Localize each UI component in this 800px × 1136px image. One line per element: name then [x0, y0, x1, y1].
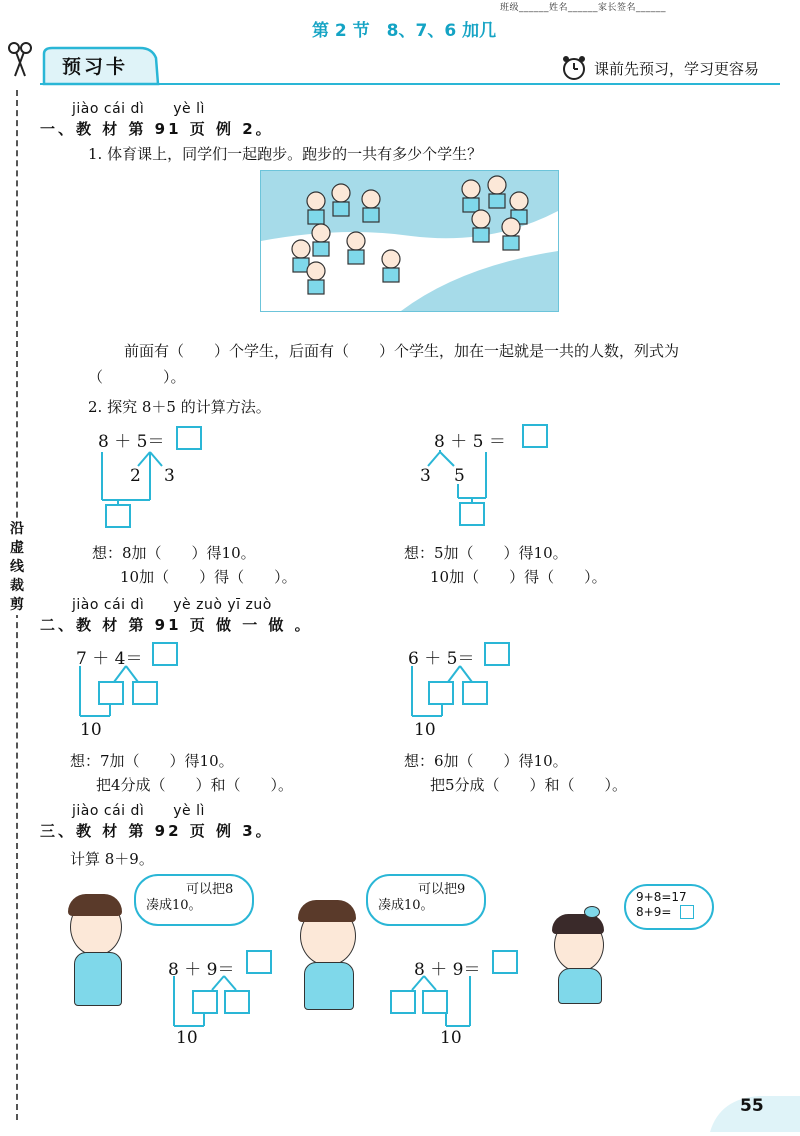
q2-right-part-a: 3: [420, 466, 431, 486]
bubble2-line2: 凑成10。: [378, 898, 434, 913]
s2-right-split-lines: [402, 664, 512, 724]
s3-left-split-box-2[interactable]: [224, 990, 250, 1014]
s3-right-split-box-2[interactable]: [422, 990, 448, 1014]
q2-right-think-1: 想：5加（ ）得10。: [404, 544, 568, 562]
s3-left-answer-box[interactable]: [246, 950, 272, 974]
section3-task: 计算 8＋9。: [70, 850, 154, 868]
section2-heading: 二、教 材 第 91 页 做 一 做 。: [40, 616, 313, 634]
s2-left-think-1: 想：7加（ ）得10。: [70, 752, 234, 770]
question-1: 1. 体育课上，同学们一起跑步。跑步的一共有多少个学生？: [88, 145, 483, 163]
s2-right-think-1: 想：6加（ ）得10。: [404, 752, 568, 770]
bubble2-line1: 可以把9: [418, 882, 466, 897]
s2-left-expression: 7 ＋ 4＝: [76, 649, 143, 669]
slogan: 课前先预习，学习更容易: [594, 60, 760, 78]
speech-bubble-3: [624, 884, 714, 930]
question-2: 2. 探究 8＋5 的计算方法。: [88, 398, 271, 416]
s2-right-split-box-1[interactable]: [428, 681, 454, 705]
s2-left-split-box-2[interactable]: [132, 681, 158, 705]
s2-left-think-2: 把4分成（ ）和（ ）。: [96, 776, 294, 794]
q2-left-expression: 8 ＋ 5＝: [98, 432, 165, 452]
q2-left-part-a: 2: [130, 466, 141, 486]
s3-left-split-lines: [164, 974, 274, 1034]
speech-bubble-1: [134, 874, 254, 926]
s2-right-expression: 6 ＋ 5＝: [408, 649, 475, 669]
s2-right-split-box-2[interactable]: [462, 681, 488, 705]
running-students-image: [260, 170, 559, 312]
fill-blank-line-2: （ ）。: [88, 368, 186, 386]
s3-right-expression: 8 ＋ 9＝: [414, 960, 481, 980]
fill-blank-line-1: 前面有（ ）个学生，后面有（ ）个学生，加在一起就是一共的人数，列式为: [124, 342, 680, 360]
q2-right-answer-box[interactable]: [522, 424, 548, 448]
header-rule: [40, 83, 780, 85]
section3-pinyin: jiào cái dì yè lì: [72, 803, 205, 819]
alarm-clock-icon: [560, 54, 588, 82]
s3-right-answer-box[interactable]: [492, 950, 518, 974]
s3-left-split-box-1[interactable]: [192, 990, 218, 1014]
page-number: 55: [740, 1096, 764, 1116]
q2-left-think-2: 10加（ ）得（ ）。: [120, 568, 297, 586]
s2-right-answer-box[interactable]: [484, 642, 510, 666]
bubble3-line1: 9+8=17: [636, 890, 687, 904]
q2-right-part-b: 5: [454, 466, 465, 486]
bubble3-line2: 8+9=: [636, 905, 672, 919]
q2-left-think-1: 想：8加（ ）得10。: [92, 544, 256, 562]
lesson-title: 第 2 节 8、7、6 加几: [312, 21, 497, 41]
s3-left-ten: 10: [176, 1028, 198, 1048]
q2-left-part-b: 3: [164, 466, 175, 486]
s3-right-ten: 10: [440, 1028, 462, 1048]
bubble1-line1: 可以把8: [186, 882, 234, 897]
q2-right-think-2: 10加（ ）得（ ）。: [430, 568, 607, 586]
section1-heading: 一、教 材 第 91 页 例 2。: [40, 120, 274, 138]
s2-left-split-lines: [70, 664, 180, 724]
s2-right-ten: 10: [414, 720, 436, 740]
section1-pinyin: jiào cái dì yè lì: [72, 101, 205, 117]
q2-right-sum-box[interactable]: [459, 502, 485, 526]
s2-left-split-box-1[interactable]: [98, 681, 124, 705]
cut-instruction: 沿虚线裁剪: [10, 521, 24, 613]
s2-right-think-2: 把5分成（ ）和（ ）。: [430, 776, 628, 794]
q2-left-sum-box[interactable]: [105, 504, 131, 528]
section2-pinyin: jiào cái dì yè zuò yī zuò: [72, 597, 272, 613]
s2-left-ten: 10: [80, 720, 102, 740]
q2-left-answer-box[interactable]: [176, 426, 202, 450]
section3-heading: 三、教 材 第 92 页 例 3。: [40, 822, 274, 840]
bubble1-line2: 凑成10。: [146, 898, 202, 913]
student-info-line: 班级______姓名______家长签名______: [500, 3, 667, 13]
scissors-icon: [6, 40, 34, 80]
bubble3-answer-box[interactable]: [680, 905, 694, 919]
s2-left-answer-box[interactable]: [152, 642, 178, 666]
speech-bubble-2: [366, 874, 486, 926]
s3-right-split-box-1[interactable]: [390, 990, 416, 1014]
q2-right-expression: 8 ＋ 5 ＝: [434, 432, 506, 452]
s3-left-expression: 8 ＋ 9＝: [168, 960, 235, 980]
card-label: 预习卡: [62, 56, 129, 78]
